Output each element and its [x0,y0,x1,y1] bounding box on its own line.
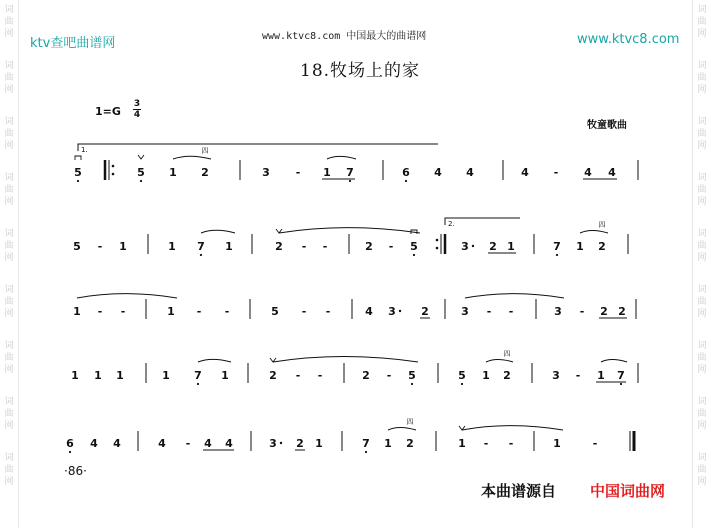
note: 1 [168,240,176,253]
watermark-char: 曲 [4,129,14,139]
note: 5 [271,305,279,318]
low-octave-dot [620,383,622,385]
watermark-char: 词 [4,397,14,407]
note: 2 [618,305,626,318]
dash-note: - [508,305,514,318]
note: 2 [489,240,497,253]
note: 1 [162,369,170,382]
string-marking: 四 [503,350,511,358]
note: 7 [553,240,561,253]
note: 3 [388,305,396,318]
augmentation-dot [472,245,474,247]
note: 4 [608,166,616,179]
watermark-char: 词 [697,173,707,183]
low-octave-dot [197,383,199,385]
dash-note: - [224,305,230,318]
note: 4 [584,166,592,179]
watermark-char: 曲 [4,297,14,307]
watermark-char: 曲 [697,297,707,307]
watermark-char: 网 [697,421,707,431]
note: 2 [275,240,283,253]
watermark-char: 曲 [4,241,14,251]
note: 4 [204,437,212,450]
dash-note: - [508,437,514,450]
note: 2 [503,369,511,382]
low-octave-dot [77,180,79,182]
volta-label: 1. [81,146,88,154]
watermark-char: 词 [697,453,707,463]
note: 4 [90,437,98,450]
low-octave-dot [411,383,413,385]
note: 2 [269,369,277,382]
repeat-dot [436,247,439,250]
note: 3 [461,305,469,318]
watermark-char: 词 [4,341,14,351]
dash-note: - [301,240,307,253]
key-signature: 1=G [95,105,121,118]
dash-note: - [483,437,489,450]
volta-label: 2. [448,220,455,228]
note: 1 [597,369,605,382]
note: 1 [119,240,127,253]
watermark-char: 词 [697,5,707,15]
dash-note: - [120,305,126,318]
dash-note: - [295,369,301,382]
note: 1 [167,305,175,318]
watermark-char: 网 [697,141,707,151]
note: 1 [482,369,490,382]
watermark-char: 网 [4,477,14,487]
watermark-char: 曲 [697,185,707,195]
dash-note: - [317,369,323,382]
volta-bracket [78,144,438,151]
note: 1 [225,240,233,253]
note: 1 [458,437,466,450]
low-octave-dot [349,180,351,182]
note: 3 [269,437,277,450]
watermark-char: 词 [697,397,707,407]
watermark-char: 网 [4,421,14,431]
page-number: ·86· [64,464,87,478]
note: 4 [113,437,121,450]
slur [486,359,513,362]
slur [465,294,564,298]
dash-note: - [97,240,103,253]
note: 5 [408,369,416,382]
note: 4 [158,437,166,450]
watermark-char: 网 [4,309,14,319]
slur [327,156,356,159]
watermark-char: 曲 [697,353,707,363]
dash-note: - [579,305,585,318]
watermark-char: 词 [697,61,707,71]
low-octave-dot [405,180,407,182]
watermark-char: 网 [4,85,14,95]
note: 1 [384,437,392,450]
watermark-char: 网 [697,365,707,375]
note: 5 [73,240,81,253]
watermark-char: 曲 [4,409,14,419]
footer-source-site: 中国词曲网 [590,482,666,500]
note: 1 [116,369,124,382]
note: 7 [194,369,202,382]
note: 7 [617,369,625,382]
watermark-char: 曲 [697,73,707,83]
slur [580,230,608,233]
song-title: 18.牧场上的家 [300,61,421,81]
augmentation-dot [280,442,282,444]
note: 4 [466,166,474,179]
low-octave-dot [461,383,463,385]
watermark-char: 词 [697,117,707,127]
note: 6 [402,166,410,179]
low-octave-dot [365,451,367,453]
note: 1 [323,166,331,179]
note: 6 [66,437,74,450]
meter-bottom: 4 [133,110,141,120]
watermark-char: 词 [697,341,707,351]
note: 1 [221,369,229,382]
dash-note: - [301,305,307,318]
augmentation-dot [399,310,401,312]
watermark-char: 网 [697,85,707,95]
slur [601,360,627,363]
note: 2 [600,305,608,318]
watermark-char: 网 [697,309,707,319]
note: 5 [137,166,145,179]
dash-note: - [295,166,301,179]
dash-note: - [196,305,202,318]
watermark-char: 曲 [4,17,14,27]
string-marking: 四 [598,221,606,229]
note: 1 [553,437,561,450]
note: 1 [94,369,102,382]
note: 1 [507,240,515,253]
note: 1 [315,437,323,450]
watermark-char: 网 [697,197,707,207]
watermark-char: 网 [4,197,14,207]
note: 7 [197,240,205,253]
slur [279,228,420,233]
low-octave-dot [200,254,202,256]
watermark-char: 词 [4,173,14,183]
watermark-char: 网 [4,141,14,151]
note: 7 [362,437,370,450]
note: 5 [74,166,82,179]
dash-note: - [97,305,103,318]
watermark-char: 网 [697,29,707,39]
low-octave-dot [69,451,71,453]
header-right-site: www.ktvc8.com [577,32,680,47]
note: 2 [296,437,304,450]
repeat-dot [112,173,115,176]
slur [173,156,211,159]
watermark-char: 网 [697,253,707,263]
note: 7 [346,166,354,179]
watermark-char: 词 [4,5,14,15]
watermark-char: 曲 [4,353,14,363]
note: 1 [73,305,81,318]
note: 2 [598,240,606,253]
dash-note: - [486,305,492,318]
string-marking: 四 [201,147,209,155]
header-center-site: www.ktvc8.com 中国最大的曲谱网 [262,31,427,42]
watermark-char: 网 [4,29,14,39]
note: 1 [576,240,584,253]
note: 1 [169,166,177,179]
slur [198,359,231,362]
watermark-char: 曲 [4,465,14,475]
watermark-char: 词 [697,285,707,295]
note: 3 [262,166,270,179]
note: 2 [362,369,370,382]
note: 2 [421,305,429,318]
note: 2 [365,240,373,253]
dash-note: - [388,240,394,253]
note: 5 [458,369,466,382]
header-left-site: ktv查吧曲谱网 [30,36,116,51]
slur [201,230,235,233]
watermark-char: 网 [4,253,14,263]
dash-note: - [386,369,392,382]
note: 5 [410,240,418,253]
note: 2 [406,437,414,450]
watermark-char: 曲 [4,73,14,83]
watermark-char: 词 [4,61,14,71]
note: 4 [225,437,233,450]
note: 3 [554,305,562,318]
string-marking: 四 [406,418,414,426]
watermark-char: 曲 [697,241,707,251]
watermark-char: 曲 [697,17,707,27]
watermark-char: 词 [4,285,14,295]
watermark-char: 词 [697,229,707,239]
dash-note: - [185,437,191,450]
down-bow-mark [75,156,81,160]
slur [462,426,563,430]
watermark-char: 网 [697,477,707,487]
note: 4 [434,166,442,179]
watermark-char: 网 [4,365,14,375]
note: 3 [461,240,469,253]
note: 3 [552,369,560,382]
watermark-char: 曲 [697,129,707,139]
meter-top: 3 [133,99,141,109]
slur [273,357,418,362]
dash-note: - [325,305,331,318]
dash-note: - [592,437,598,450]
repeat-dot [436,239,439,242]
note: 4 [521,166,529,179]
note: 1 [71,369,79,382]
song-genre: 牧童歌曲 [587,120,627,131]
watermark-char: 曲 [4,185,14,195]
dash-note: - [322,240,328,253]
slur [388,427,416,430]
watermark-char: 曲 [697,465,707,475]
footer-source-label: 本曲谱源自 [481,482,557,500]
up-bow-mark [138,155,144,159]
note: 2 [201,166,209,179]
dash-note: - [575,369,581,382]
watermark-char: 曲 [697,409,707,419]
note: 4 [365,305,373,318]
repeat-dot [112,165,115,168]
low-octave-dot [556,254,558,256]
watermark-char: 词 [4,453,14,463]
low-octave-dot [140,180,142,182]
dash-note: - [553,166,559,179]
low-octave-dot [413,254,415,256]
volta-bracket [445,218,520,225]
slur [77,294,177,298]
watermark-char: 词 [4,229,14,239]
watermark-char: 词 [4,117,14,127]
